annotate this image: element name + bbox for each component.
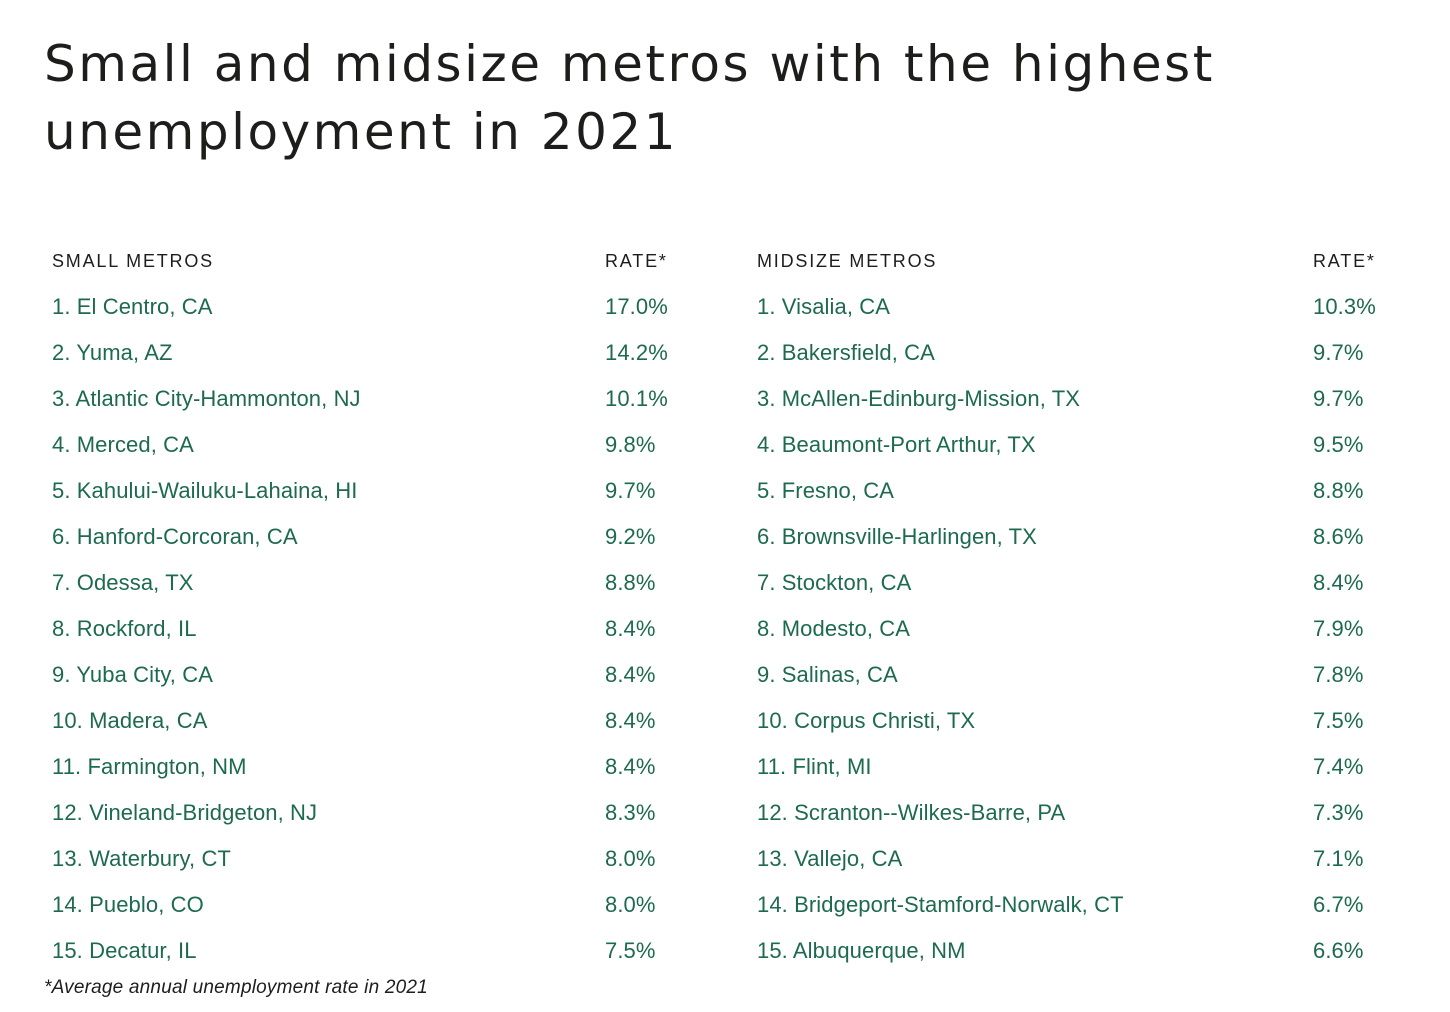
table-row — [757, 606, 1433, 652]
table-row — [757, 928, 1433, 974]
metro-rate: 8.4% — [605, 616, 656, 641]
table-row — [757, 514, 1433, 560]
column-header-small-metros: SMALL METROS — [52, 250, 214, 271]
table-row — [52, 560, 725, 606]
table-row — [52, 376, 725, 422]
metro-rate: 7.5% — [605, 938, 656, 963]
metro-name: 5. Fresno, CA — [757, 478, 895, 503]
table-row — [757, 560, 1433, 606]
table-row — [757, 330, 1433, 376]
metro-rate: 10.3% — [1313, 294, 1376, 319]
metro-name: 3. Atlantic City-Hammonton, NJ — [52, 386, 361, 411]
table-row — [52, 514, 725, 560]
metro-rate: 8.6% — [1313, 524, 1364, 549]
metro-rate: 8.8% — [1313, 478, 1364, 503]
metro-name: 12. Vineland-Bridgeton, NJ — [52, 800, 318, 825]
table-header-row — [757, 238, 1433, 284]
metro-rate: 8.4% — [605, 662, 656, 687]
table-row — [757, 468, 1433, 514]
metro-rate: 7.3% — [1313, 800, 1364, 825]
table-row — [52, 422, 725, 468]
metro-name: 9. Yuba City, CA — [52, 662, 213, 687]
table-row — [757, 422, 1433, 468]
metro-rate: 14.2% — [605, 340, 668, 365]
page-title-line-2: unemployment in 2021 — [44, 103, 679, 161]
table-row — [757, 790, 1433, 836]
metro-name: 4. Merced, CA — [52, 432, 194, 457]
table-row — [52, 468, 725, 514]
metro-name: 12. Scranton--Wilkes-Barre, PA — [757, 800, 1066, 825]
metro-name: 4. Beaumont-Port Arthur, TX — [757, 432, 1036, 457]
table-row — [52, 698, 725, 744]
page-title — [44, 30, 1215, 166]
midsize-metros-table — [757, 238, 1433, 974]
metro-rate: 7.9% — [1313, 616, 1364, 641]
metro-name: 9. Salinas, CA — [757, 662, 898, 687]
table-row — [757, 376, 1433, 422]
column-header-midsize-metros: MIDSIZE METROS — [757, 250, 938, 271]
metro-rate: 17.0% — [605, 294, 668, 319]
table-row — [52, 928, 725, 974]
table-row — [52, 790, 725, 836]
table-row — [757, 836, 1433, 882]
table-row — [52, 606, 725, 652]
metro-name: 15. Decatur, IL — [52, 938, 197, 963]
metro-name: 1. El Centro, CA — [52, 294, 213, 319]
metro-name: 6. Brownsville-Harlingen, TX — [757, 524, 1037, 549]
metro-name: 3. McAllen-Edinburg-Mission, TX — [757, 386, 1081, 411]
metro-rate: 7.8% — [1313, 662, 1364, 687]
page-title-line-1: Small and midsize metros with the highest — [44, 35, 1215, 93]
table-row — [52, 652, 725, 698]
metro-rate: 8.4% — [605, 754, 656, 779]
metro-name: 15. Albuquerque, NM — [757, 938, 966, 963]
metro-name: 2. Bakersfield, CA — [757, 340, 935, 365]
metro-name: 11. Flint, MI — [757, 754, 872, 779]
metro-rate: 8.4% — [1313, 570, 1364, 595]
table-row — [757, 698, 1433, 744]
metro-name: 7. Odessa, TX — [52, 570, 194, 595]
table-row — [52, 284, 725, 330]
metro-rate: 8.0% — [605, 892, 656, 917]
metro-rate: 6.6% — [1313, 938, 1364, 963]
small-metros-table — [52, 238, 725, 974]
table-row — [52, 836, 725, 882]
metro-name: 5. Kahului-Wailuku-Lahaina, HI — [52, 478, 358, 503]
metro-rate: 6.7% — [1313, 892, 1364, 917]
metro-rate: 9.7% — [1313, 386, 1364, 411]
metro-name: 8. Rockford, IL — [52, 616, 197, 641]
metro-rate: 7.5% — [1313, 708, 1364, 733]
metro-rate: 7.4% — [1313, 754, 1364, 779]
metro-name: 13. Vallejo, CA — [757, 846, 903, 871]
metro-name: 14. Bridgeport-Stamford-Norwalk, CT — [757, 892, 1124, 917]
metro-name: 1. Visalia, CA — [757, 294, 891, 319]
metro-rate: 9.8% — [605, 432, 656, 457]
metro-rate: 8.0% — [605, 846, 656, 871]
table-row — [757, 744, 1433, 790]
metro-name: 8. Modesto, CA — [757, 616, 911, 641]
table-row — [52, 744, 725, 790]
metro-rate: 8.4% — [605, 708, 656, 733]
metro-rate: 9.2% — [605, 524, 656, 549]
metro-name: 13. Waterbury, CT — [52, 846, 231, 871]
table-row — [757, 882, 1433, 928]
footnote: *Average annual unemployment rate in 2021 — [44, 977, 428, 998]
metro-name: 7. Stockton, CA — [757, 570, 912, 595]
metro-name: 14. Pueblo, CO — [52, 892, 204, 917]
table-row — [757, 652, 1433, 698]
metro-name: 2. Yuma, AZ — [52, 340, 173, 365]
metro-name: 6. Hanford-Corcoran, CA — [52, 524, 298, 549]
metro-rate: 10.1% — [605, 386, 668, 411]
metro-rate: 9.5% — [1313, 432, 1364, 457]
metro-name: 11. Farmington, NM — [52, 754, 247, 779]
metro-rate: 8.8% — [605, 570, 656, 595]
metro-name: 10. Corpus Christi, TX — [757, 708, 976, 733]
column-header-rate: RATE* — [1313, 250, 1376, 271]
metro-rate: 9.7% — [605, 478, 656, 503]
metro-name: 10. Madera, CA — [52, 708, 208, 733]
table-row — [757, 284, 1433, 330]
metro-rate: 9.7% — [1313, 340, 1364, 365]
table-row — [52, 882, 725, 928]
metro-rate: 7.1% — [1313, 846, 1364, 871]
column-header-rate: RATE* — [605, 250, 668, 271]
table-row — [52, 330, 725, 376]
metro-rate: 8.3% — [605, 800, 656, 825]
table-header-row — [52, 238, 725, 284]
